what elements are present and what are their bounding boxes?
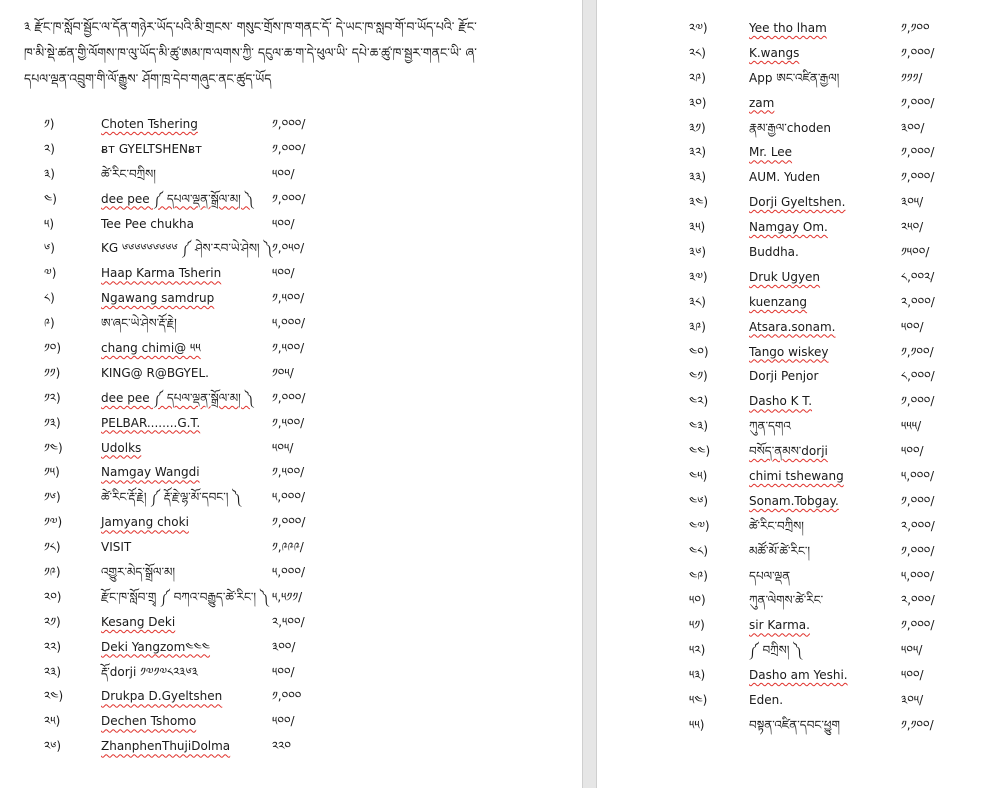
- donation-amount: ༡,༠༠༠/: [272, 141, 306, 156]
- donation-amount: ༡༥༠༠/: [901, 245, 930, 260]
- donor-name: Buddha.: [749, 245, 799, 260]
- list-row: [0, 386, 582, 411]
- donor-name: ᴃᴛ GYELTSHENᴃᴛ: [101, 141, 203, 156]
- row-number: ༥༡): [689, 618, 705, 633]
- list-row: [0, 535, 582, 560]
- donor-name: Druk Ugyen: [749, 269, 821, 284]
- donation-amount: ༣༠༥/: [901, 195, 924, 210]
- donation-amount: ༣༠༥/: [901, 693, 924, 708]
- donation-amount: ༡,༡༠༠: [901, 21, 930, 35]
- row-number: ༤༦): [689, 493, 709, 508]
- donor-name: Tee Pee chukha: [101, 216, 194, 231]
- list-row: [597, 66, 1005, 91]
- donor-name: dee pee ༼ དཔལ་ལྡན་སྒྲོལ་མ། ༽: [101, 191, 254, 206]
- document-page-right: [597, 0, 1005, 788]
- donor-name: བསྟན་འཛིན་དབང་ཕྱུག: [749, 717, 840, 732]
- list-row: [597, 489, 1005, 514]
- list-row: [0, 436, 582, 461]
- donor-name: རྫོང་ཁ་སློབ་གྲྭ ༼ བཀའ་བརྒྱུད་ཚེ་རིང་། ༽: [101, 589, 269, 604]
- list-row: [597, 638, 1005, 663]
- donation-amount: ༡,༠༥༠/: [272, 241, 305, 256]
- donor-name: sir Karma.: [749, 618, 810, 633]
- donation-amount: ༡,༠༠༠/: [272, 191, 306, 206]
- donation-amount: ༥,༥༡༡/: [272, 589, 303, 604]
- row-number: ༤༩): [689, 568, 708, 583]
- donor-name: ཀུན་དགའ: [749, 419, 791, 434]
- donor-name: Namgay Om.: [749, 220, 828, 235]
- donor-name: དཔལ་ལྡན: [749, 568, 791, 583]
- row-number: ༡༠): [44, 341, 62, 356]
- list-row: [0, 361, 582, 386]
- donor-name: རྡོ་dorji ༡༧༡༧༨༢༣༦༣: [101, 664, 198, 679]
- donor-name: Dorji Gyeltshen.: [749, 195, 846, 210]
- donation-amount: ༡,༠༠༠/: [901, 618, 935, 633]
- donor-name: chimi tshewang: [749, 469, 844, 484]
- row-number: ༣༨): [689, 294, 706, 309]
- list-row: [597, 713, 1005, 738]
- row-number: ༥༢): [689, 643, 706, 658]
- donor-name: zam: [749, 95, 775, 110]
- list-row: [597, 91, 1005, 116]
- list-row: [0, 311, 582, 336]
- donor-name: Sonam.Tobgay.: [749, 493, 839, 508]
- donor-name: ཚེ་རིང་བཀྲིས།: [749, 518, 804, 533]
- donor-name: Choten Tshering: [101, 117, 198, 131]
- donor-name: Dasho am Yeshi.: [749, 668, 848, 683]
- intro-paragraph: [24, 14, 564, 92]
- row-number: ༡༧): [44, 515, 63, 530]
- row-number: ༡༡): [44, 365, 61, 380]
- donor-name: Kesang Deki: [101, 614, 176, 629]
- donor-name: chang chimi@ ༥༥: [101, 341, 201, 356]
- row-number: ༥༠): [689, 593, 706, 608]
- donation-amount: ༡,༥༠༠/: [272, 341, 305, 356]
- donation-amount: ༡,༠༠༠/: [901, 170, 935, 185]
- donation-amount: ༨,༠༠༠/: [901, 369, 935, 384]
- row-number: ༢༥): [44, 714, 61, 729]
- donor-name: K.wangs: [749, 45, 800, 60]
- list-row: [0, 286, 582, 311]
- donation-amount: ༡,༠༠༠/: [901, 394, 935, 409]
- row-number: ༨): [44, 291, 55, 306]
- donation-amount: ༥༠༠/: [272, 166, 295, 181]
- donor-name: Drukpa D.Gyeltshen: [101, 689, 223, 704]
- donation-amount: ༡༠༥/: [272, 365, 294, 380]
- donation-amount: ༡,༥༠༠/: [272, 465, 305, 480]
- donor-name: ༼ བཀྲིས། ༽: [749, 643, 802, 658]
- list-row: [597, 464, 1005, 489]
- donation-amount: ༡,༠༠༠/: [272, 117, 306, 131]
- donor-name: KING@ R@BGYEL.: [101, 365, 209, 380]
- row-number: ༤༢): [689, 394, 709, 409]
- donation-amount: ༥,༠༠༠/: [272, 316, 305, 331]
- donor-name: ཚེ་རིང་བཀྲིས།: [101, 166, 156, 181]
- donor-name: Udolks: [101, 440, 142, 455]
- row-number: ༧): [44, 266, 57, 281]
- list-row: [0, 684, 582, 709]
- row-number: ༣༠): [689, 95, 707, 110]
- row-number: ༢༤): [44, 689, 64, 704]
- row-number: ༥): [44, 216, 55, 231]
- list-row: [597, 41, 1005, 66]
- row-number: ༢༣): [44, 664, 62, 679]
- row-number: ༤༠): [689, 344, 709, 359]
- donation-amount: ༢༢༠: [272, 739, 292, 754]
- donation-amount: ༥༠༥/: [901, 643, 923, 658]
- row-number: ༤༨): [689, 543, 708, 558]
- row-number: ༡༢): [44, 390, 61, 405]
- row-number: ༡༦): [44, 490, 61, 505]
- donation-amount: ༥༠༠/: [272, 664, 295, 679]
- donor-name: Jamyang choki: [101, 515, 189, 530]
- intro-line: དཔལ་ལྡན་འབྲུག་གི་ལོ་རྒྱུས་ ཤོག་ཁྲ་དེབ་གཞུང་ནང་ཚུད་ཡོད: [24, 71, 272, 86]
- donor-name: KG ༦༦༦༦༦༦༦༦༦ ༼ ཤེས་རབ་ཡེ་ཤེས། ༽: [101, 241, 272, 256]
- list-row: [597, 588, 1005, 613]
- row-number: ༢༧): [689, 21, 708, 35]
- row-number: ༣༥): [689, 220, 706, 235]
- list-row: [597, 190, 1005, 215]
- row-number: ༥༥): [689, 717, 705, 732]
- list-row: [597, 290, 1005, 315]
- row-number: ༢༢): [44, 639, 62, 654]
- donation-amount: ༡,༠༠༠: [272, 689, 302, 704]
- list-row: [0, 585, 582, 610]
- donation-amount: ༣༠༠/: [901, 120, 925, 135]
- list-row: [0, 212, 582, 237]
- row-number: ༡༣): [44, 415, 61, 430]
- donation-amount: ༡,༡༠༠/: [901, 344, 934, 359]
- donation-amount: ༡,༠༠༠/: [901, 543, 935, 558]
- list-row: [597, 240, 1005, 265]
- donor-name: PELBAR........G.T.: [101, 415, 201, 430]
- donation-amount: ༥༠༠/: [901, 319, 924, 334]
- list-row: [0, 162, 582, 187]
- donor-name: Namgay Wangdi: [101, 465, 200, 480]
- donor-name: Dorji Penjor: [749, 369, 819, 384]
- donation-amount: ༡,༥༠༠/: [272, 415, 305, 430]
- donor-name: VISIT: [101, 540, 132, 555]
- donor-name: འགྱུར་མེད་སྒྲོལ་མ།: [101, 565, 176, 580]
- list-row: [0, 660, 582, 685]
- list-row: [597, 539, 1005, 564]
- row-number: ༣༩): [689, 319, 706, 334]
- donation-amount: ༡,༠༠༠/: [272, 515, 306, 530]
- list-row: [597, 688, 1005, 713]
- donation-amount: ༡,༥༠༠/: [272, 291, 305, 306]
- donor-name: Ngawang samdrup: [101, 291, 215, 306]
- donor-name: Atsara.sonam.: [749, 319, 836, 334]
- donor-name: Eden.: [749, 693, 784, 708]
- row-number: ༣༢): [689, 145, 707, 160]
- row-number: ༣༣): [689, 170, 707, 185]
- row-number: ༢): [44, 141, 55, 156]
- donor-name: བསོད་ནམས་dorji: [749, 444, 828, 459]
- donor-list-right: [597, 16, 1005, 738]
- list-row: [0, 635, 582, 660]
- donor-name: App ཨང་འཛིན་རྒྱལ།: [749, 70, 840, 85]
- donation-amount: ༡༡༡/: [901, 70, 923, 85]
- row-number: ༣༧): [689, 269, 708, 284]
- donor-list-left: [0, 112, 582, 759]
- list-row: [597, 364, 1005, 389]
- intro-line: ༣ རྫོང་ཁ་སློབ་སྦྱོང་ལ་དོན་གཉེར་ཡོད་པའི་མི་གྲངས་ གསུང་གྲོས་ཁ་གནང་དོ་ དེ་ཡང་ཁ་སླབ་གོ་བ་ཡོད་པའི་ རྫོང་: [24, 19, 477, 34]
- list-row: [0, 485, 582, 510]
- list-row: [0, 112, 582, 137]
- row-number: ༡༤): [44, 440, 63, 455]
- donation-amount: ༢༥༠/: [901, 220, 924, 235]
- list-row: [597, 514, 1005, 539]
- donation-amount: ༥༥༥/: [901, 419, 922, 434]
- list-row: [597, 165, 1005, 190]
- row-number: ༡༨): [44, 540, 61, 555]
- row-number: ༤༣): [689, 419, 709, 434]
- donation-amount: ༡,༩༩༩/: [272, 540, 304, 555]
- row-number: ༢༩): [689, 70, 706, 85]
- list-row: [0, 460, 582, 485]
- list-row: [597, 215, 1005, 240]
- row-number: ༢༦): [44, 739, 62, 754]
- row-number: ༢༠): [44, 589, 62, 604]
- row-number: ༩): [44, 316, 55, 331]
- intro-line: ཁ་མི་སྡེ་ཚན་གྱི་ལོགས་ཁ་ལུ་ཡོད་མི་ཚུ་ཨམ་ཁ་ལགས་ཀྱི་ དངུལ་ཆ་ག་དེ་ཕུལ་ཡི་ དཔེ་ཆ་ཚུ་ཁ་སྦྱར་གནང་ཡི་ ཞ་: [24, 45, 477, 60]
- donor-name: Haap Karma Tsherin: [101, 266, 222, 281]
- list-row: [0, 560, 582, 585]
- donation-amount: ༥༠༠/: [901, 444, 924, 459]
- donor-name: ཀུན་ལེགས་ཚེ་རིང་: [749, 593, 824, 608]
- donation-amount: ༢,༠༠༠/: [901, 518, 935, 533]
- donor-name: Yee tho lham: [749, 21, 827, 35]
- donor-name: མཚོ་མོ་ཚེ་རིང་།: [749, 543, 811, 558]
- donor-name: Dasho K T.: [749, 394, 813, 409]
- donation-amount: ༣༠༠/: [272, 639, 296, 654]
- donation-amount: ༥༠༠/: [272, 216, 295, 231]
- donation-amount: ༡,༠༠༠/: [272, 390, 306, 405]
- donor-name: Deki Yangzom༤༤༤: [101, 639, 211, 654]
- donor-name: Dechen Tshomo: [101, 714, 197, 729]
- list-row: [597, 414, 1005, 439]
- donation-amount: ༥༠༥/: [272, 440, 294, 455]
- donor-name: ཨ་ཞང་ཡེ་ཤེས་རྡོ་རྗེ།: [101, 316, 177, 331]
- donation-amount: ༢,༠༠༠/: [901, 593, 935, 608]
- row-number: ༥༣): [689, 668, 706, 683]
- row-number: ༢༨): [689, 45, 706, 60]
- donation-amount: ༥,༠༠༠/: [901, 568, 934, 583]
- donation-amount: ༥,༠༠༠/: [901, 469, 934, 484]
- list-row: [0, 411, 582, 436]
- list-row: [597, 265, 1005, 290]
- list-row: [597, 439, 1005, 464]
- list-row: [597, 340, 1005, 365]
- list-row: [597, 389, 1005, 414]
- row-number: ༦): [44, 241, 55, 256]
- donation-amount: ༡,༡༠༠/: [901, 717, 934, 732]
- list-row: [597, 315, 1005, 340]
- row-number: ༣༦): [689, 245, 707, 260]
- row-number: ༥༤): [689, 693, 708, 708]
- row-number: ༤༧): [689, 518, 710, 533]
- list-row: [0, 137, 582, 162]
- row-number: ༤༡): [689, 369, 708, 384]
- list-row: [597, 116, 1005, 141]
- donation-amount: ༢,༥༠༠/: [272, 614, 305, 629]
- donation-amount: ༢,༠༠༠/: [901, 294, 935, 309]
- list-row: [597, 663, 1005, 688]
- row-number: ༡༥): [44, 465, 60, 480]
- list-row: [0, 261, 582, 286]
- row-number: ༢༡): [44, 614, 61, 629]
- row-number: ༤): [44, 191, 57, 206]
- donor-name: Mr. Lee: [749, 145, 793, 160]
- list-row: [0, 510, 582, 535]
- donation-amount: ༡,༠༠༠/: [901, 145, 935, 160]
- row-number: ༣༡): [689, 120, 706, 135]
- donor-name: Tango wiskey: [749, 344, 829, 359]
- row-number: ༣): [44, 166, 55, 181]
- row-number: ༣༤): [689, 195, 709, 210]
- row-number: ༤༥): [689, 469, 708, 484]
- list-row: [597, 613, 1005, 638]
- list-row: [0, 236, 582, 261]
- list-row: [0, 187, 582, 212]
- donor-name: kuenzang: [749, 294, 808, 309]
- donation-amount: ༥༠༠/: [272, 714, 295, 729]
- donation-amount: ༨,༠༠༢/: [901, 269, 935, 284]
- donation-amount: ༥༠༠/: [272, 266, 295, 281]
- donor-name: ZhanphenThujiDolma: [101, 739, 231, 754]
- row-number: ༤༤): [689, 444, 711, 459]
- list-row: [597, 564, 1005, 589]
- donation-amount: ༥,༠༠༠/: [272, 565, 305, 580]
- donor-name: ཚེ་རིང་རྡོ་རྗེ། ༼ རྡོ་རྗེ་ལྷ་མོ་དབང་། ༽: [101, 490, 241, 505]
- donor-name: AUM. Yuden: [749, 170, 821, 185]
- donor-name: རྣམ་རྒྱལ་choden: [749, 120, 831, 135]
- donor-name: dee pee ༼ དཔལ་ལྡན་སྒྲོལ་མ། ༽: [101, 390, 254, 405]
- donation-amount: ༥༠༠/: [901, 668, 924, 683]
- row-number: ༡༩): [44, 565, 61, 580]
- donation-amount: ༡,༠༠༠/: [901, 95, 935, 110]
- list-row: [0, 734, 582, 759]
- list-row: [597, 140, 1005, 165]
- donation-amount: ༥,༠༠༠/: [272, 490, 305, 505]
- list-row: [0, 709, 582, 734]
- donation-amount: ༡,༠༠༠/: [901, 45, 935, 60]
- list-row: [597, 16, 1005, 41]
- list-row: [0, 336, 582, 361]
- donation-amount: ༡,༠༠༠/: [901, 493, 935, 508]
- page-gap: [582, 0, 597, 788]
- row-number: ༡): [44, 117, 55, 131]
- list-row: [0, 610, 582, 635]
